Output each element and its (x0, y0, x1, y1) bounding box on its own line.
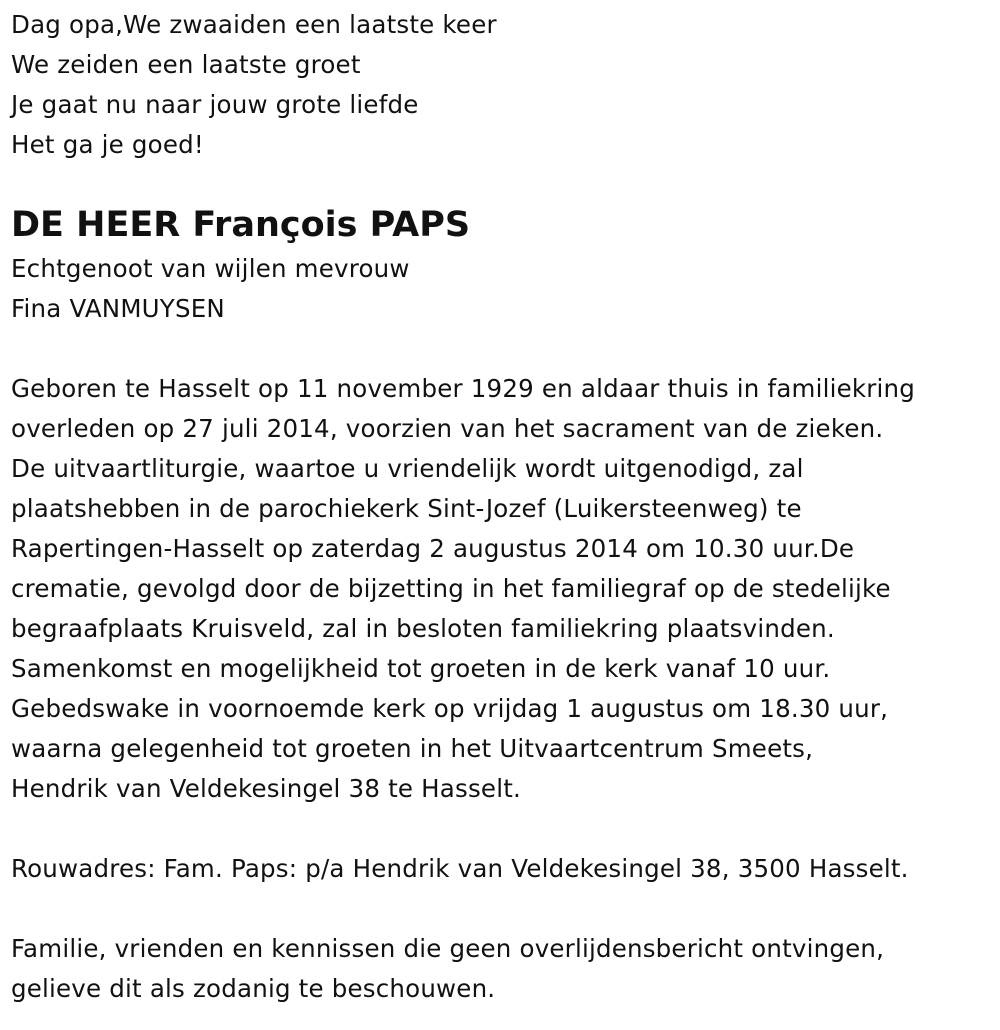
spacer (11, 889, 1000, 929)
poem-line: Je gaat nu naar jouw grote liefde (11, 90, 419, 119)
announcement-line: Hendrik van Veldekesingel 38 te Hasselt. (11, 774, 521, 803)
announcement-text (11, 369, 1000, 809)
announcement-line: Geboren te Hasselt op 11 november 1929 en aldaar thuis in familiekring (11, 374, 916, 403)
poem-line: Het ga je goed! (11, 130, 204, 159)
announcement-line: Samenkomst en mogelijkheid tot groeten in de kerk vanaf 10 uur. (11, 654, 831, 683)
announcement-line: Rapertingen-Hasselt op zaterdag 2 augustus 2014 om 10.30 uur.De (11, 534, 855, 563)
announcement-line: De uitvaartliturgie, waartoe u vriendelijk wordt uitgenodigd, zal (11, 454, 804, 483)
poem-line: We zeiden een laatste groet (11, 50, 361, 79)
deceased-name: DE HEER François PAPS (11, 205, 471, 245)
announcement-line: plaatshebben in de parochiekerk Sint-Jozef (Luikersteenweg) te (11, 494, 802, 523)
announcement-line: waarna gelegenheid tot groeten in het Uitvaartcentrum Smeets, (11, 734, 814, 763)
poem-line: Dag opa,We zwaaiden een laatste keer (11, 10, 497, 39)
spouse-name: Fina VANMUYSEN (11, 294, 225, 323)
spacer (11, 809, 1000, 849)
spacer (11, 165, 1000, 201)
announcement-line: Gebedswake in voornoemde kerk op vrijdag 1 augustus om 18.30 uur, (11, 694, 889, 723)
closing-note (11, 929, 1000, 1009)
poem (11, 5, 1000, 165)
announcement-line: overleden op 27 juli 2014, voorzien van het sacrament van de zieken. (11, 414, 884, 443)
mourning-address: Rouwadres: Fam. Paps: p/a Hendrik van Veldekesingel 38, 3500 Hasselt. (11, 854, 909, 883)
spouse-line: Echtgenoot van wijlen mevrouw (11, 254, 410, 283)
announcement-line: crematie, gevolgd door de bijzetting in het familiegraf op de stedelijke (11, 574, 891, 603)
spacer (11, 329, 1000, 369)
announcement-line: begraafplaats Kruisveld, zal in besloten familiekring plaatsvinden. (11, 614, 835, 643)
closing-line: Familie, vrienden en kennissen die geen overlijdensbericht ontvingen, (11, 934, 885, 963)
closing-line: gelieve dit als zodanig te beschouwen. (11, 974, 496, 1003)
